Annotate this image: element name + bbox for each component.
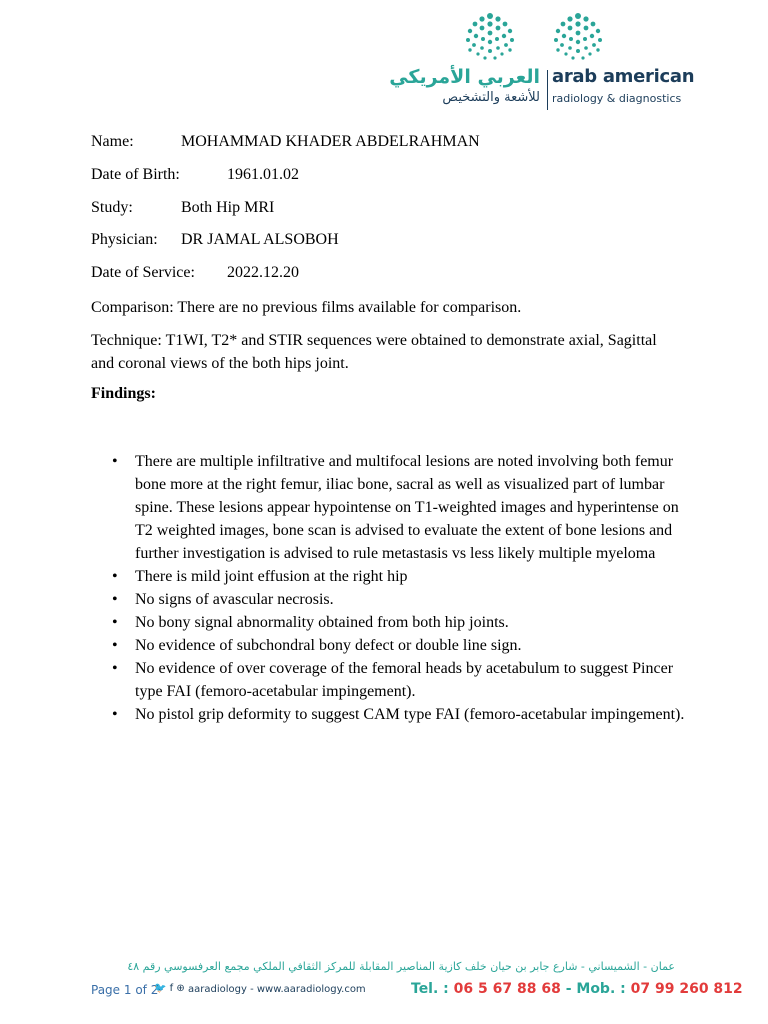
patient-name-row xyxy=(91,133,480,151)
tel-number[interactable]: 06 5 67 88 68 xyxy=(453,981,561,997)
bullet-icon: • xyxy=(112,568,118,585)
finding-item xyxy=(112,657,692,703)
findings-list xyxy=(112,450,692,726)
mob-number[interactable]: 07 99 260 812 xyxy=(630,981,743,997)
page-number: Page 1 of 2 xyxy=(91,983,159,997)
date-of-birth-label: Date of Birth: xyxy=(91,166,180,183)
findings-heading: Findings: xyxy=(91,385,156,402)
logo-english-subtitle: radiology & diagnostics xyxy=(552,92,682,105)
bullet-icon: • xyxy=(112,614,118,631)
finding-item xyxy=(112,588,692,611)
footer-phone xyxy=(411,981,743,997)
logo-mark-icon xyxy=(548,12,608,64)
finding-text: No evidence of subchondral bony defect or double line sign. xyxy=(135,637,522,654)
date-of-birth-row xyxy=(91,166,299,184)
study-value: Both Hip MRI xyxy=(181,199,275,216)
patient-name-label: Name: xyxy=(91,133,134,150)
date-of-service-label: Date of Service: xyxy=(91,264,195,281)
study-row xyxy=(91,199,275,217)
logo-arabic-name: العربي الأمريكي xyxy=(389,66,540,88)
finding-text: There is mild joint effusion at the right hip xyxy=(135,568,408,585)
logo-english-name: arab american xyxy=(552,66,695,87)
finding-text: No bony signal abnormality obtained from both hip joints. xyxy=(135,614,509,631)
comparison-text: Comparison: There are no previous films available for comparison. xyxy=(91,299,522,316)
social-icons[interactable]: 🐦 f ⊕ xyxy=(154,983,185,994)
study-label: Study: xyxy=(91,199,133,216)
mob-label: - Mob. : xyxy=(560,981,631,997)
finding-item xyxy=(112,611,692,634)
physician-label: Physician: xyxy=(91,231,158,248)
website-link[interactable]: aaradiology - www.aaradiology.com xyxy=(188,984,366,995)
tel-label: Tel. : xyxy=(411,981,454,997)
finding-item xyxy=(112,703,692,726)
bullet-icon: • xyxy=(112,706,118,723)
finding-item xyxy=(112,565,692,588)
company-logo xyxy=(380,12,695,105)
patient-name-value: MOHAMMAD KHADER ABDELRAHMAN xyxy=(181,133,480,150)
physician-value: DR JAMAL ALSOBOH xyxy=(181,231,339,248)
finding-text: No signs of avascular necrosis. xyxy=(135,591,334,608)
date-of-birth-value: 1961.01.02 xyxy=(227,166,299,183)
logo-divider xyxy=(547,70,548,110)
logo-mark-icon xyxy=(460,12,520,64)
finding-item xyxy=(112,450,692,565)
finding-item xyxy=(112,634,692,657)
footer-address: عمان - الشميساني - شارع جابر بن حيان خلف كازية المناصير المقابلة للمركز الثقافي الملكي مجمع العرفسوسي رقم ٤٨ xyxy=(127,960,675,973)
bullet-icon: • xyxy=(112,637,118,654)
logo-arabic-subtitle: للأشعة والتشخيص xyxy=(442,90,540,105)
physician-row xyxy=(91,231,339,249)
finding-text: No evidence of over coverage of the femoral heads by acetabulum to suggest Pincer type FAI (femoro-acetabular impingement). xyxy=(135,660,674,700)
technique-text: Technique: T1WI, T2* and STIR sequences were obtained to demonstrate axial, Sagittal and coronal views of the both hips joint. xyxy=(91,332,657,372)
bullet-icon: • xyxy=(112,591,118,608)
finding-text: No pistol grip deformity to suggest CAM type FAI (femoro-acetabular impingement). xyxy=(135,706,685,723)
date-of-service-value: 2022.12.20 xyxy=(227,264,299,281)
bullet-icon: • xyxy=(112,660,118,677)
bullet-icon: • xyxy=(112,453,118,470)
finding-text: There are multiple infiltrative and multifocal lesions are noted involving both femur bone more at the right femur, iliac bone, sacral as well as visualized part of lumbar spine. These lesions appear hypointense on T1-weighted images and hyperintense on T2 weighted images, bone scan is advised to evaluate the extent of bone lesions and further investigation is advised to rule metastasis vs less likely multiple myeloma xyxy=(135,453,679,562)
date-of-service-row xyxy=(91,264,299,282)
